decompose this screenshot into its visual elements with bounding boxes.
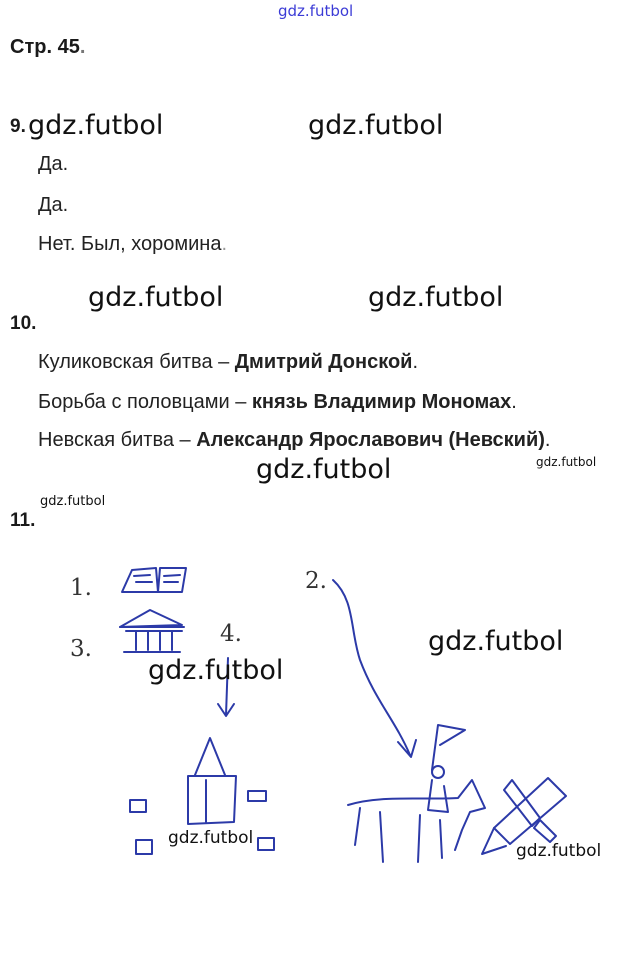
figure-number-4: 4. [220, 621, 242, 647]
answer-9-3: Нет. Был, хоромина. [38, 233, 228, 255]
question-11-number: 11. [10, 510, 36, 531]
watermark: gdz.futbol [368, 282, 504, 313]
page-title: Стр. 45. [10, 36, 86, 58]
watermark: gdz.futbol [536, 455, 597, 469]
answer-10-2: Борьба с половцами – князь Владимир Мономах. [38, 391, 517, 413]
book-drawing [122, 568, 186, 592]
figure-number-2: 2. [305, 568, 327, 594]
watermark: gdz.futbol [88, 282, 224, 313]
answer-10-1: Куликовская битва – Дмитрий Донской. [38, 351, 419, 373]
horseman-drawing [348, 725, 485, 862]
arrow-2 [333, 580, 416, 757]
question-9-number: 9. [10, 116, 26, 137]
watermark: gdz.futbol [168, 828, 254, 848]
answer-9-1: Да. [38, 153, 69, 175]
watermark: gdz.futbol [148, 655, 284, 686]
temple-drawing [120, 610, 184, 652]
answer-10-3: Невская битва – Александр Ярославович (Невский). [38, 429, 551, 451]
watermark: gdz.futbol [516, 841, 602, 861]
figure-number-3: 3. [70, 636, 92, 662]
watermark: gdz.futbol [28, 110, 164, 141]
watermark-top: gdz.futbol [278, 2, 354, 20]
watermark: gdz.futbol [428, 626, 564, 657]
question-10-number: 10. [10, 313, 37, 334]
watermark: gdz.futbol [40, 494, 106, 509]
watermark: gdz.futbol [256, 454, 392, 485]
answer-9-2: Да. [38, 194, 69, 216]
watermark: gdz.futbol [308, 110, 444, 141]
figure-number-1: 1. [70, 575, 92, 601]
